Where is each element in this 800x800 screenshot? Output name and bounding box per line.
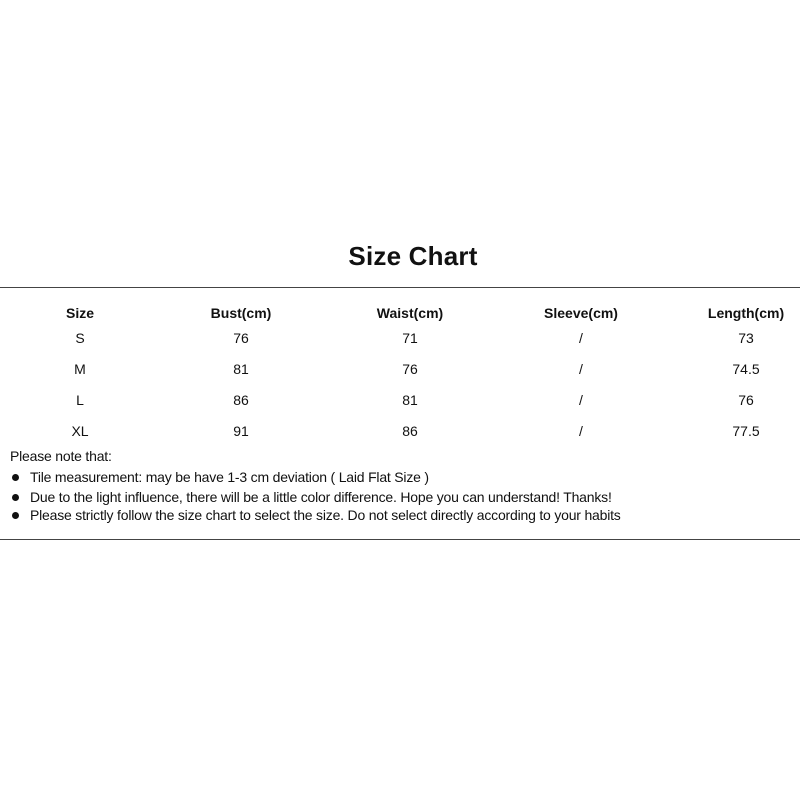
cell-bust: 76 [233,330,249,346]
bullet-icon [12,494,19,501]
header-bust: Bust(cm) [210,305,272,321]
note-item [10,488,621,506]
cell-waist: 76 [402,361,418,377]
notes-section [10,447,621,526]
cell-sleeve: / [579,361,583,377]
note-item [10,506,621,526]
cell-bust: 86 [233,392,249,408]
header-length: Length(cm) [707,305,785,321]
cell-bust: 91 [233,423,249,439]
bottom-divider [0,539,800,540]
cell-length: 77.5 [732,423,760,439]
cell-size: S [75,330,85,346]
notes-heading: Please note that: [10,448,112,464]
header-size: Size [65,305,94,321]
header-waist: Waist(cm) [376,305,444,321]
top-divider [0,287,800,288]
cell-size: XL [71,423,89,439]
cell-length: 76 [738,392,754,408]
cell-waist: 71 [402,330,418,346]
header-sleeve: Sleeve(cm) [544,305,618,321]
cell-size: M [74,361,86,377]
page-title: Size Chart [348,241,478,271]
note-text: Please strictly follow the size chart to select the size. Do not select directly according to your habits [30,507,621,523]
cell-waist: 81 [402,392,418,408]
cell-bust: 81 [233,361,249,377]
cell-sleeve: / [579,423,583,439]
note-text: Due to the light influence, there will be a little color difference. Hope you can understand! Thanks! [30,489,612,505]
bullet-icon [12,512,19,519]
note-text: Tile measurement: may be have 1-3 cm deviation ( Laid Flat Size ) [30,469,429,485]
cell-sleeve: / [579,392,583,408]
bullet-icon [12,474,19,481]
cell-waist: 86 [402,423,418,439]
cell-length: 74.5 [732,361,760,377]
cell-size: L [76,392,84,408]
note-item [10,468,621,488]
cell-length: 73 [738,330,754,346]
cell-sleeve: / [579,330,583,346]
